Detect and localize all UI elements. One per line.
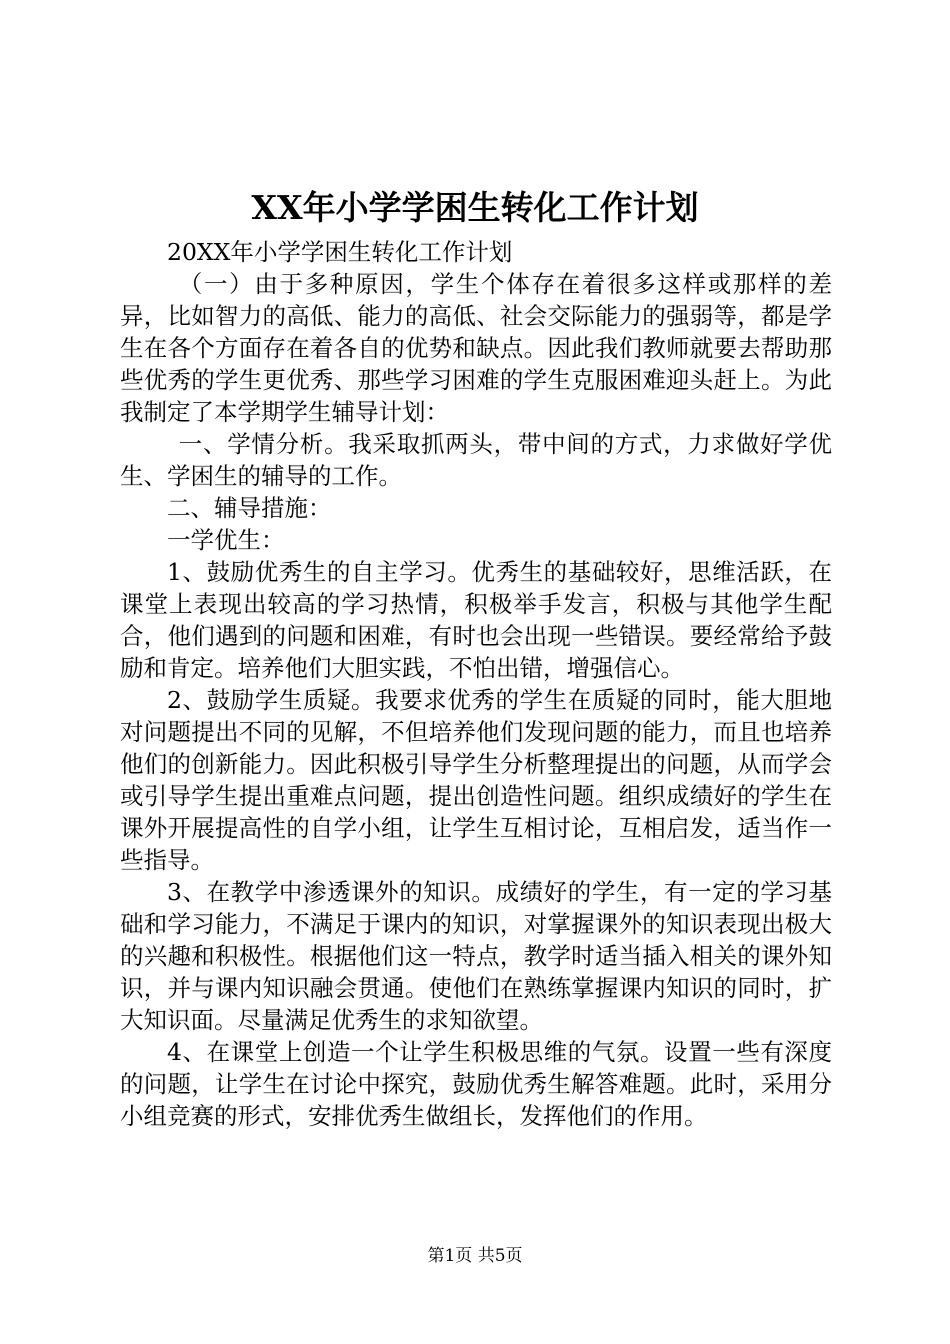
paragraph-item-1: 1、鼓励优秀生的自主学习。优秀生的基础较好，思维活跃，在课堂上表现出较高的学习热情，积极举手发言，积极与其他学生配合，他们遇到的问题和困难，有时也会出现一些错误。要经常给予鼓励和肯定。培养他们大胆实践，不怕出错，增强信心。 [120, 558, 832, 682]
paragraph-analysis: 一、学情分析。我采取抓两头，带中间的方式，力求做好学优生、学困生的辅导的工作。 [120, 430, 832, 490]
paragraph-measures-heading: 二、辅导措施： [167, 494, 332, 522]
paragraph-intro: （一）由于多种原因，学生个体存在着很多这样或那样的差异，比如智力的高低、能力的高低、社会交际能力的强弱等，都是学生在各个方面存在着各自的优势和缺点。因此我们教师就要去帮助那些优秀的学生更优秀、那些学习困难的学生克服困难迎头赶上。为此我制定了本学期学生辅导计划： [120, 270, 832, 426]
page-number-footer: 第1页 共5页 [427, 1246, 523, 1266]
paragraph-item-4: 4、在课堂上创造一个让学生积极思维的气氛。设置一些有深度的问题，让学生在讨论中探究，鼓励优秀生解答难题。此时，采用分小组竞赛的形式，安排优秀生做组长，发挥他们的作用。 [120, 1038, 832, 1130]
paragraph-subtitle: 20XX年小学学困生转化工作计划 [167, 238, 513, 266]
paragraph-top-students-heading: 一学优生： [167, 526, 285, 554]
paragraph-item-2: 2、鼓励学生质疑。我要求优秀的学生在质疑的同时，能大胆地对问题提出不同的见解，不但培养他们发现问题的能力，而且也培养他们的创新能力。因此积极引导学生分析整理提出的问题，从而学会或引导学生提出重难点问题，提出创造性问题。组织成绩好的学生在课外开展提高性的自学小组，让学生互相讨论，互相启发，适当作一些指导。 [120, 686, 832, 874]
document-body [120, 236, 832, 1132]
document-title: XX年小学学困生转化工作计划 [251, 188, 699, 227]
paragraph-item-3: 3、在教学中渗透课外的知识。成绩好的学生，有一定的学习基础和学习能力，不满足于课内的知识，对掌握课外的知识表现出极大的兴趣和积极性。根据他们这一特点，教学时适当插入相关的课外知识，并与课内知识融会贯通。使他们在熟练掌握课内知识的同时，扩大知识面。尽量满足优秀生的求知欲望。 [120, 878, 832, 1034]
